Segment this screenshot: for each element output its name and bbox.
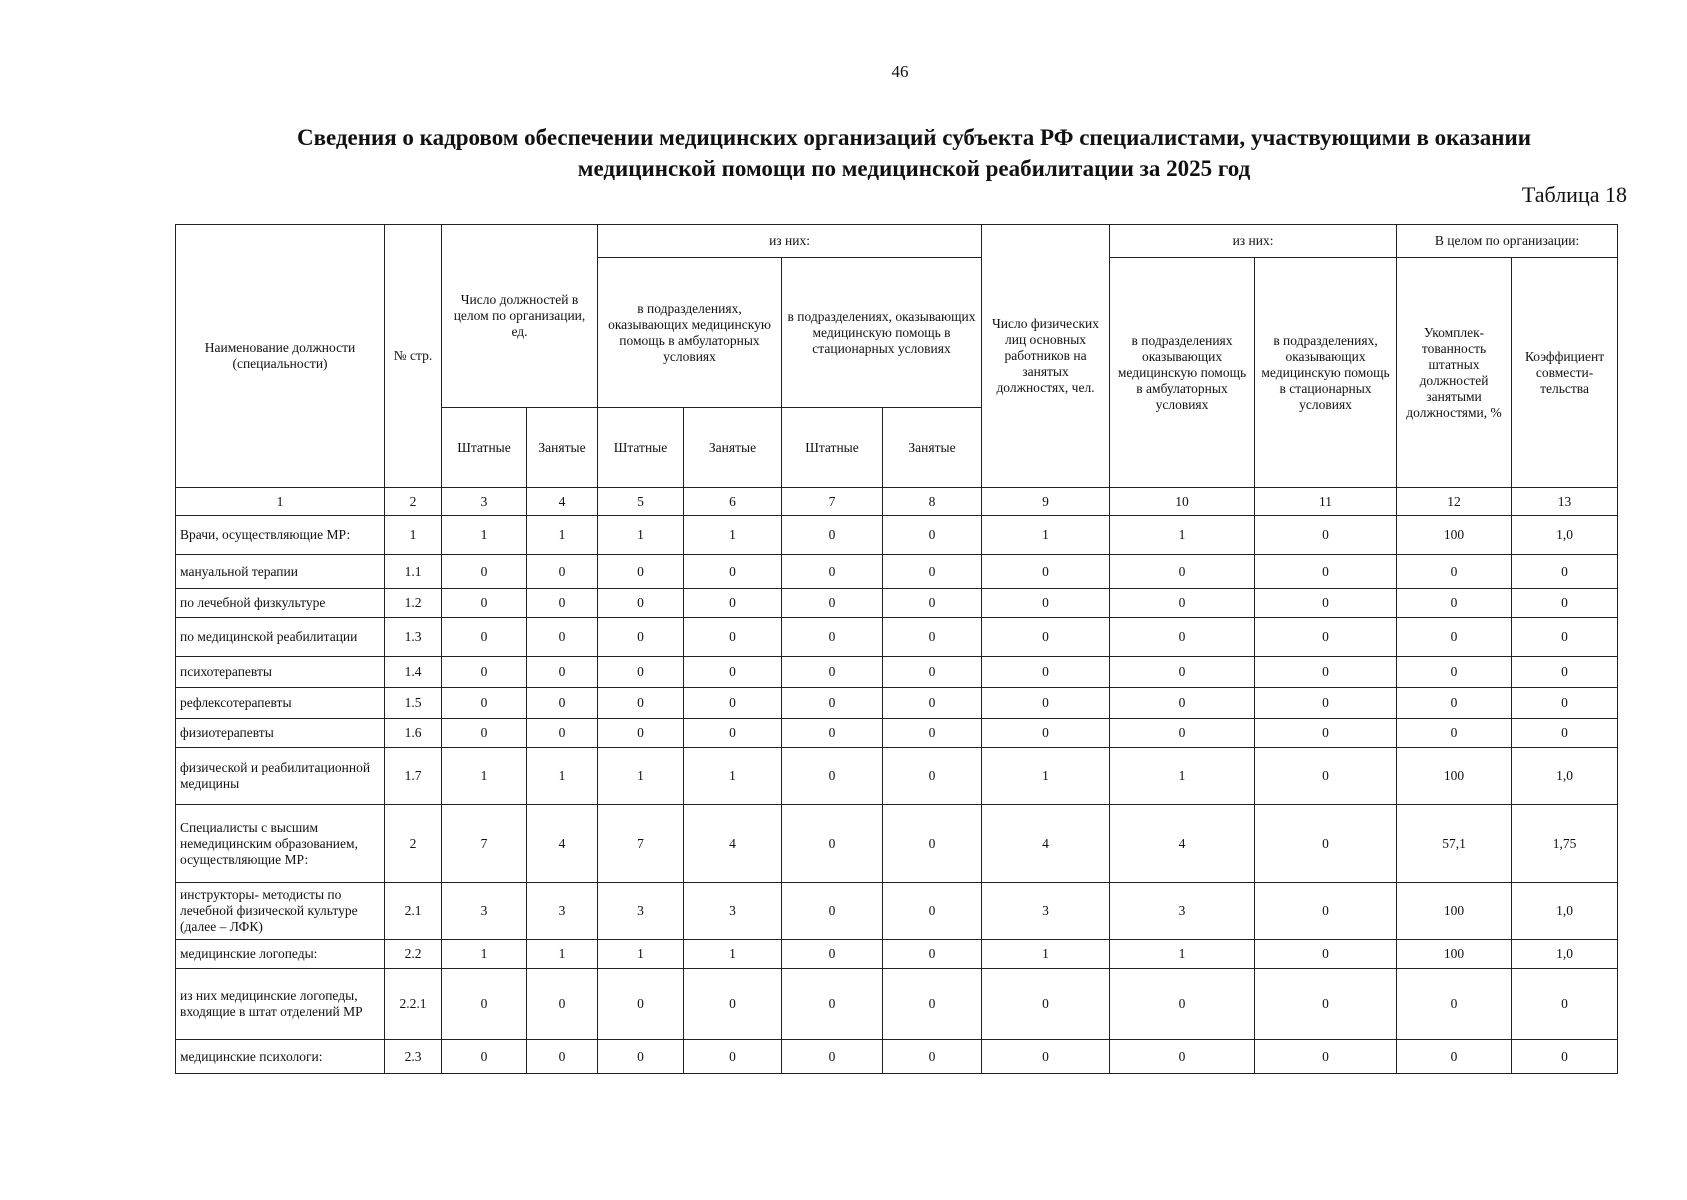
value-cell: 0 [982,618,1110,657]
value-cell: 0 [1255,719,1397,748]
header-staff: Штатные [598,408,684,488]
header-occupied: Занятые [883,408,982,488]
column-number: 11 [1255,488,1397,516]
value-cell: 0 [598,969,684,1040]
document-title [160,122,1668,184]
table-body [176,516,1618,1074]
page-number: 46 [891,62,909,81]
value-cell: 1,0 [1512,883,1618,940]
value-cell: 0 [1397,589,1512,618]
table-row [176,555,1618,589]
value-cell: 0 [684,555,782,589]
value-cell: 0 [1255,1040,1397,1074]
row-number-cell: 2.1 [385,883,442,940]
value-cell: 0 [982,589,1110,618]
value-cell: 4 [982,805,1110,883]
header-persons-inpatient: в подразделениях, оказывающих медицинскую помощь в стационарных условиях [1255,258,1397,488]
value-cell: 1,75 [1512,805,1618,883]
value-cell: 0 [883,748,982,805]
value-cell: 0 [782,618,883,657]
value-cell: 0 [1397,688,1512,719]
row-name-cell: Специалисты с высшим немедицинским образованием, осуществляющие МР: [176,805,385,883]
value-cell: 1 [684,748,782,805]
value-cell: 57,1 [1397,805,1512,883]
table-row [176,719,1618,748]
row-name-cell: медицинские логопеды: [176,940,385,969]
row-number-cell: 1.2 [385,589,442,618]
value-cell: 0 [1397,969,1512,1040]
value-cell: 0 [442,657,527,688]
value-cell: 0 [982,1040,1110,1074]
table-row [176,805,1618,883]
value-cell: 100 [1397,516,1512,555]
value-cell: 0 [442,1040,527,1074]
value-cell: 4 [684,805,782,883]
value-cell: 0 [598,618,684,657]
column-number: 7 [782,488,883,516]
value-cell: 0 [782,1040,883,1074]
value-cell: 0 [527,1040,598,1074]
value-cell: 0 [782,516,883,555]
value-cell: 1 [684,940,782,969]
value-cell: 0 [1397,618,1512,657]
column-number: 12 [1397,488,1512,516]
value-cell: 0 [782,719,883,748]
value-cell: 100 [1397,940,1512,969]
header-name: Наименование должности (специальности) [176,225,385,488]
value-cell: 3 [1110,883,1255,940]
value-cell: 0 [782,940,883,969]
value-cell: 0 [684,969,782,1040]
row-number-cell: 1.5 [385,688,442,719]
value-cell: 0 [1110,589,1255,618]
value-cell: 0 [1397,1040,1512,1074]
value-cell: 0 [1255,516,1397,555]
header-iz-nih-1: из них: [598,225,982,258]
table-row [176,969,1618,1040]
value-cell: 3 [982,883,1110,940]
value-cell: 0 [442,555,527,589]
row-number-cell: 2.2 [385,940,442,969]
value-cell: 0 [527,618,598,657]
value-cell: 0 [883,940,982,969]
title-line-1: Сведения о кадровом обеспечении медицинских организаций субъекта РФ специалистами, участвующими в оказании [296,125,1532,150]
value-cell: 0 [684,688,782,719]
row-name-cell: Врачи, осуществляющие МР: [176,516,385,555]
row-number-cell: 2 [385,805,442,883]
value-cell: 0 [982,555,1110,589]
value-cell: 1 [982,516,1110,555]
value-cell: 0 [883,516,982,555]
column-number: 2 [385,488,442,516]
value-cell: 0 [1397,657,1512,688]
value-cell: 1 [527,516,598,555]
value-cell: 0 [782,589,883,618]
table-row [176,516,1618,555]
value-cell: 0 [1512,657,1618,688]
row-number-cell: 1.1 [385,555,442,589]
value-cell: 7 [598,805,684,883]
value-cell: 0 [684,1040,782,1074]
value-cell: 0 [1512,589,1618,618]
value-cell: 100 [1397,883,1512,940]
value-cell: 0 [527,969,598,1040]
value-cell: 0 [1110,1040,1255,1074]
value-cell: 0 [1110,969,1255,1040]
value-cell: 1 [598,940,684,969]
value-cell: 1 [442,748,527,805]
table-row [176,618,1618,657]
value-cell: 0 [1255,657,1397,688]
row-name-cell: по лечебной физкультуре [176,589,385,618]
value-cell: 0 [527,657,598,688]
row-number-cell: 2.3 [385,1040,442,1074]
value-cell: 0 [1512,1040,1618,1074]
row-name-cell: медицинские психологи: [176,1040,385,1074]
column-number: 5 [598,488,684,516]
row-number-cell: 1.4 [385,657,442,688]
header-occupied: Занятые [527,408,598,488]
value-cell: 0 [1255,969,1397,1040]
value-cell: 0 [1110,618,1255,657]
column-number: 8 [883,488,982,516]
value-cell: 1 [442,940,527,969]
header-staffing-rate: Укомплек-тованность штатных должностей занятыми должностями, % [1397,258,1512,488]
value-cell: 0 [782,688,883,719]
value-cell: 0 [883,589,982,618]
column-number: 9 [982,488,1110,516]
value-cell: 4 [527,805,598,883]
value-cell: 0 [982,719,1110,748]
value-cell: 4 [1110,805,1255,883]
value-cell: 0 [1110,688,1255,719]
value-cell: 0 [1512,719,1618,748]
column-number-row [176,488,1618,516]
row-number-cell: 1.7 [385,748,442,805]
value-cell: 1 [442,516,527,555]
header-occupied: Занятые [684,408,782,488]
value-cell: 0 [684,589,782,618]
value-cell: 0 [1110,555,1255,589]
value-cell: 1 [982,940,1110,969]
column-number: 13 [1512,488,1618,516]
value-cell: 0 [883,555,982,589]
value-cell: 1 [1110,516,1255,555]
row-name-cell: по медицинской реабилитации [176,618,385,657]
row-name-cell: психотерапевты [176,657,385,688]
value-cell: 3 [527,883,598,940]
value-cell: 0 [598,719,684,748]
value-cell: 0 [684,719,782,748]
table-row [176,589,1618,618]
column-number: 4 [527,488,598,516]
value-cell: 0 [527,719,598,748]
header-coefficient: Коэффициент совмести-тельства [1512,258,1618,488]
header-ambulatory-units: в подразделениях, оказывающих медицинскую помощь в амбулаторных условиях [598,258,782,408]
value-cell: 0 [883,657,982,688]
value-cell: 0 [883,805,982,883]
value-cell: 0 [598,555,684,589]
value-cell: 3 [442,883,527,940]
header-iz-nih-2: из них: [1110,225,1397,258]
staffing-table [175,224,1618,1074]
value-cell: 1,0 [1512,516,1618,555]
value-cell: 0 [782,657,883,688]
value-cell: 0 [527,589,598,618]
table-row [176,748,1618,805]
column-number: 3 [442,488,527,516]
value-cell: 0 [1255,883,1397,940]
value-cell: 0 [442,688,527,719]
value-cell: 0 [883,1040,982,1074]
value-cell: 0 [1512,618,1618,657]
column-number: 6 [684,488,782,516]
value-cell: 0 [1512,555,1618,589]
value-cell: 0 [1397,555,1512,589]
header-inpatient-units: в подразделениях, оказывающих медицинскую помощь в стационарных условиях [782,258,982,408]
value-cell: 3 [684,883,782,940]
header-physical-persons: Число физических лиц основных работников на занятых должностях, чел. [982,225,1110,488]
value-cell: 0 [598,589,684,618]
value-cell: 0 [1255,748,1397,805]
header-row-no: № стр. [385,225,442,488]
header-staff: Штатные [442,408,527,488]
value-cell: 0 [598,688,684,719]
value-cell: 0 [1110,657,1255,688]
value-cell: 0 [527,555,598,589]
table-row [176,657,1618,688]
column-number: 10 [1110,488,1255,516]
value-cell: 0 [782,555,883,589]
title-line-2: медицинской помощи по медицинской реабилитации за 2025 год [577,156,1251,181]
value-cell: 3 [598,883,684,940]
value-cell: 0 [1255,940,1397,969]
value-cell: 1 [1110,748,1255,805]
value-cell: 0 [883,688,982,719]
value-cell: 0 [442,589,527,618]
value-cell: 0 [527,688,598,719]
value-cell: 0 [1512,688,1618,719]
row-number-cell: 1.3 [385,618,442,657]
value-cell: 0 [883,969,982,1040]
header-positions-total: Число должностей в целом по организации, ед. [442,225,598,408]
value-cell: 100 [1397,748,1512,805]
row-name-cell: физиотерапевты [176,719,385,748]
value-cell: 0 [1110,719,1255,748]
value-cell: 0 [598,657,684,688]
value-cell: 0 [883,618,982,657]
column-number: 1 [176,488,385,516]
value-cell: 0 [684,618,782,657]
table-caption: Таблица 18 [1521,182,1627,207]
value-cell: 0 [442,618,527,657]
value-cell: 0 [442,719,527,748]
table-row [176,940,1618,969]
value-cell: 1 [598,748,684,805]
value-cell: 0 [1397,719,1512,748]
table-row [176,688,1618,719]
value-cell: 1 [527,940,598,969]
value-cell: 0 [782,748,883,805]
value-cell: 1 [982,748,1110,805]
header-persons-ambulatory: в подразделениях оказывающих медицинскую помощь в амбулаторных условиях [1110,258,1255,488]
value-cell: 0 [1255,555,1397,589]
value-cell: 1 [527,748,598,805]
value-cell: 0 [982,969,1110,1040]
value-cell: 7 [442,805,527,883]
row-name-cell: мануальной терапии [176,555,385,589]
value-cell: 0 [1512,969,1618,1040]
row-number-cell: 1 [385,516,442,555]
value-cell: 0 [782,805,883,883]
row-name-cell: рефлексотерапевты [176,688,385,719]
value-cell: 1,0 [1512,940,1618,969]
value-cell: 0 [1255,618,1397,657]
value-cell: 0 [883,719,982,748]
value-cell: 0 [883,883,982,940]
row-number-cell: 2.2.1 [385,969,442,1040]
value-cell: 0 [442,969,527,1040]
value-cell: 0 [1255,589,1397,618]
value-cell: 1,0 [1512,748,1618,805]
value-cell: 1 [1110,940,1255,969]
value-cell: 0 [1255,805,1397,883]
value-cell: 0 [782,883,883,940]
table-row [176,883,1618,940]
row-name-cell: из них медицинские логопеды, входящие в штат отделений МР [176,969,385,1040]
row-number-cell: 1.6 [385,719,442,748]
value-cell: 0 [1255,688,1397,719]
value-cell: 0 [982,688,1110,719]
table-row [176,1040,1618,1074]
value-cell: 0 [982,657,1110,688]
header-staff: Штатные [782,408,883,488]
value-cell: 0 [598,1040,684,1074]
value-cell: 0 [684,657,782,688]
row-name-cell: инструкторы- методисты по лечебной физической культуре (далее – ЛФК) [176,883,385,940]
row-name-cell: физической и реабилитационной медицины [176,748,385,805]
header-whole-org: В целом по организации: [1397,225,1618,258]
value-cell: 1 [598,516,684,555]
value-cell: 0 [782,969,883,1040]
value-cell: 1 [684,516,782,555]
